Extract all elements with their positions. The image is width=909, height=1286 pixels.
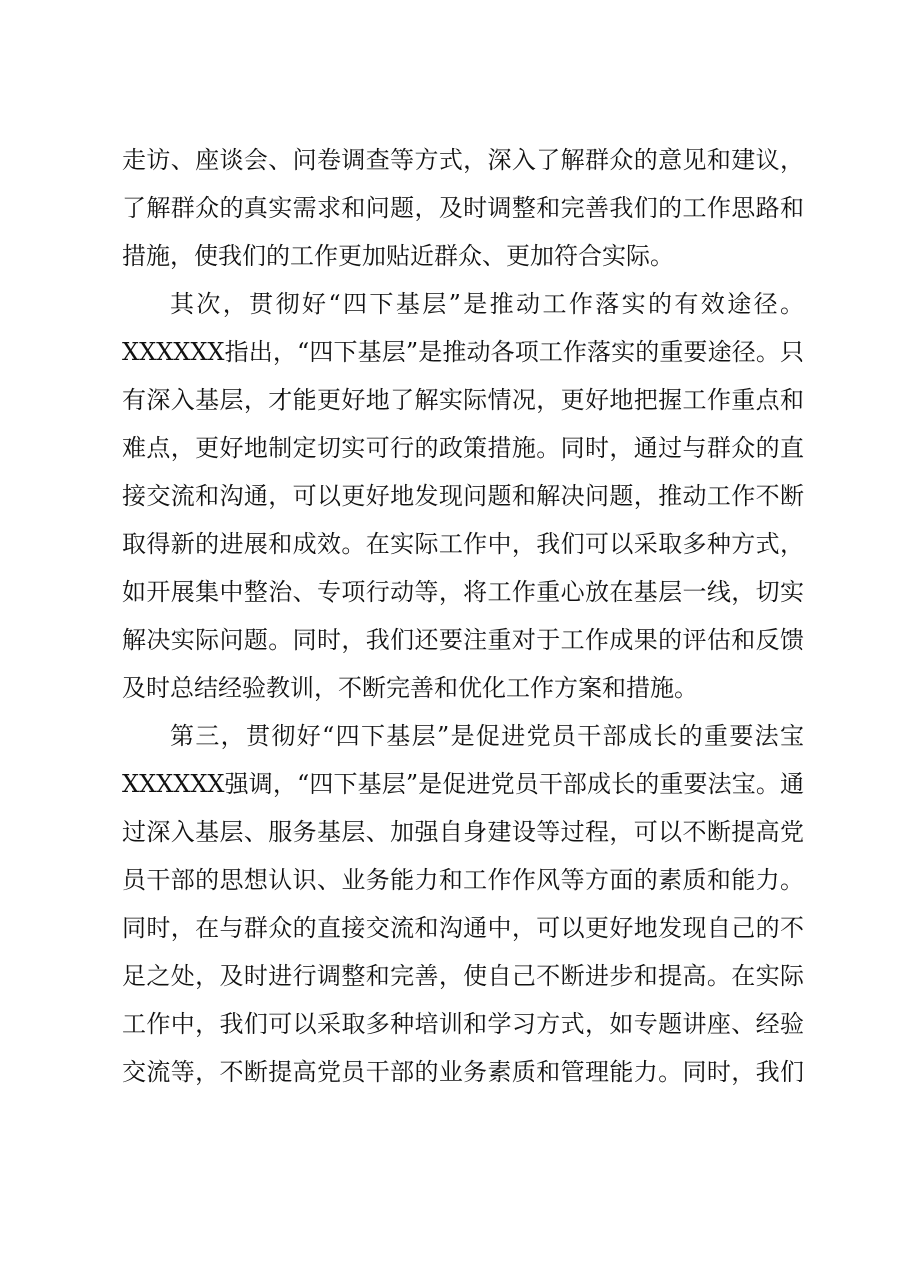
text-line: 走访、座谈会、问卷调查等方式，深入了解群众的意见和建议， xyxy=(122,146,804,174)
paragraph-start-line: 第三，贯彻好“四下基层”是促进党员干部成长的重要法宝 xyxy=(170,722,804,750)
text-line: 有深入基层，才能更好地了解实际情况，更好地把握工作重点和 xyxy=(122,386,804,414)
text-line: 难点，更好地制定切实可行的政策措施。同时，通过与群众的直 xyxy=(122,434,804,462)
text-line: 及时总结经验教训，不断完善和优化工作方案和措施。 xyxy=(122,674,698,702)
text-line: 足之处，及时进行调整和完善，使自己不断进步和提高。在实际 xyxy=(122,962,804,990)
text-line: 解决实际问题。同时，我们还要注重对于工作成果的评估和反馈 xyxy=(122,626,804,654)
text-line: 接交流和沟通，可以更好地发现问题和解决问题，推动工作不断 xyxy=(122,482,804,510)
text-line: 了解群众的真实需求和问题，及时调整和完善我们的工作思路和 xyxy=(122,194,804,222)
text-line: XXXXXX指出，“四下基层”是推动各项工作落实的重要途径。只 xyxy=(122,338,804,366)
text-line: 取得新的进展和成效。在实际工作中，我们可以采取多种方式， xyxy=(122,530,804,558)
text-line: 工作中，我们可以采取多种培训和学习方式，如专题讲座、经验 xyxy=(122,1010,804,1038)
paragraph-start-line: 其次，贯彻好“四下基层”是推动工作落实的有效途径。 xyxy=(170,290,804,318)
text-line: 同时，在与群众的直接交流和沟通中，可以更好地发现自己的不 xyxy=(122,914,804,942)
text-line: XXXXXX强调，“四下基层”是促进党员干部成长的重要法宝。通 xyxy=(122,770,804,798)
text-line: 员干部的思想认识、业务能力和工作作风等方面的素质和能力。 xyxy=(122,866,804,894)
text-line: 如开展集中整治、专项行动等，将工作重心放在基层一线，切实 xyxy=(122,578,804,606)
text-line: 措施，使我们的工作更加贴近群众、更加符合实际。 xyxy=(122,242,674,270)
body-text xyxy=(122,136,804,1096)
text-line: 过深入基层、服务基层、加强自身建设等过程，可以不断提高党 xyxy=(122,818,804,846)
text-line: 交流等，不断提高党员干部的业务素质和管理能力。同时，我们 xyxy=(122,1058,804,1086)
